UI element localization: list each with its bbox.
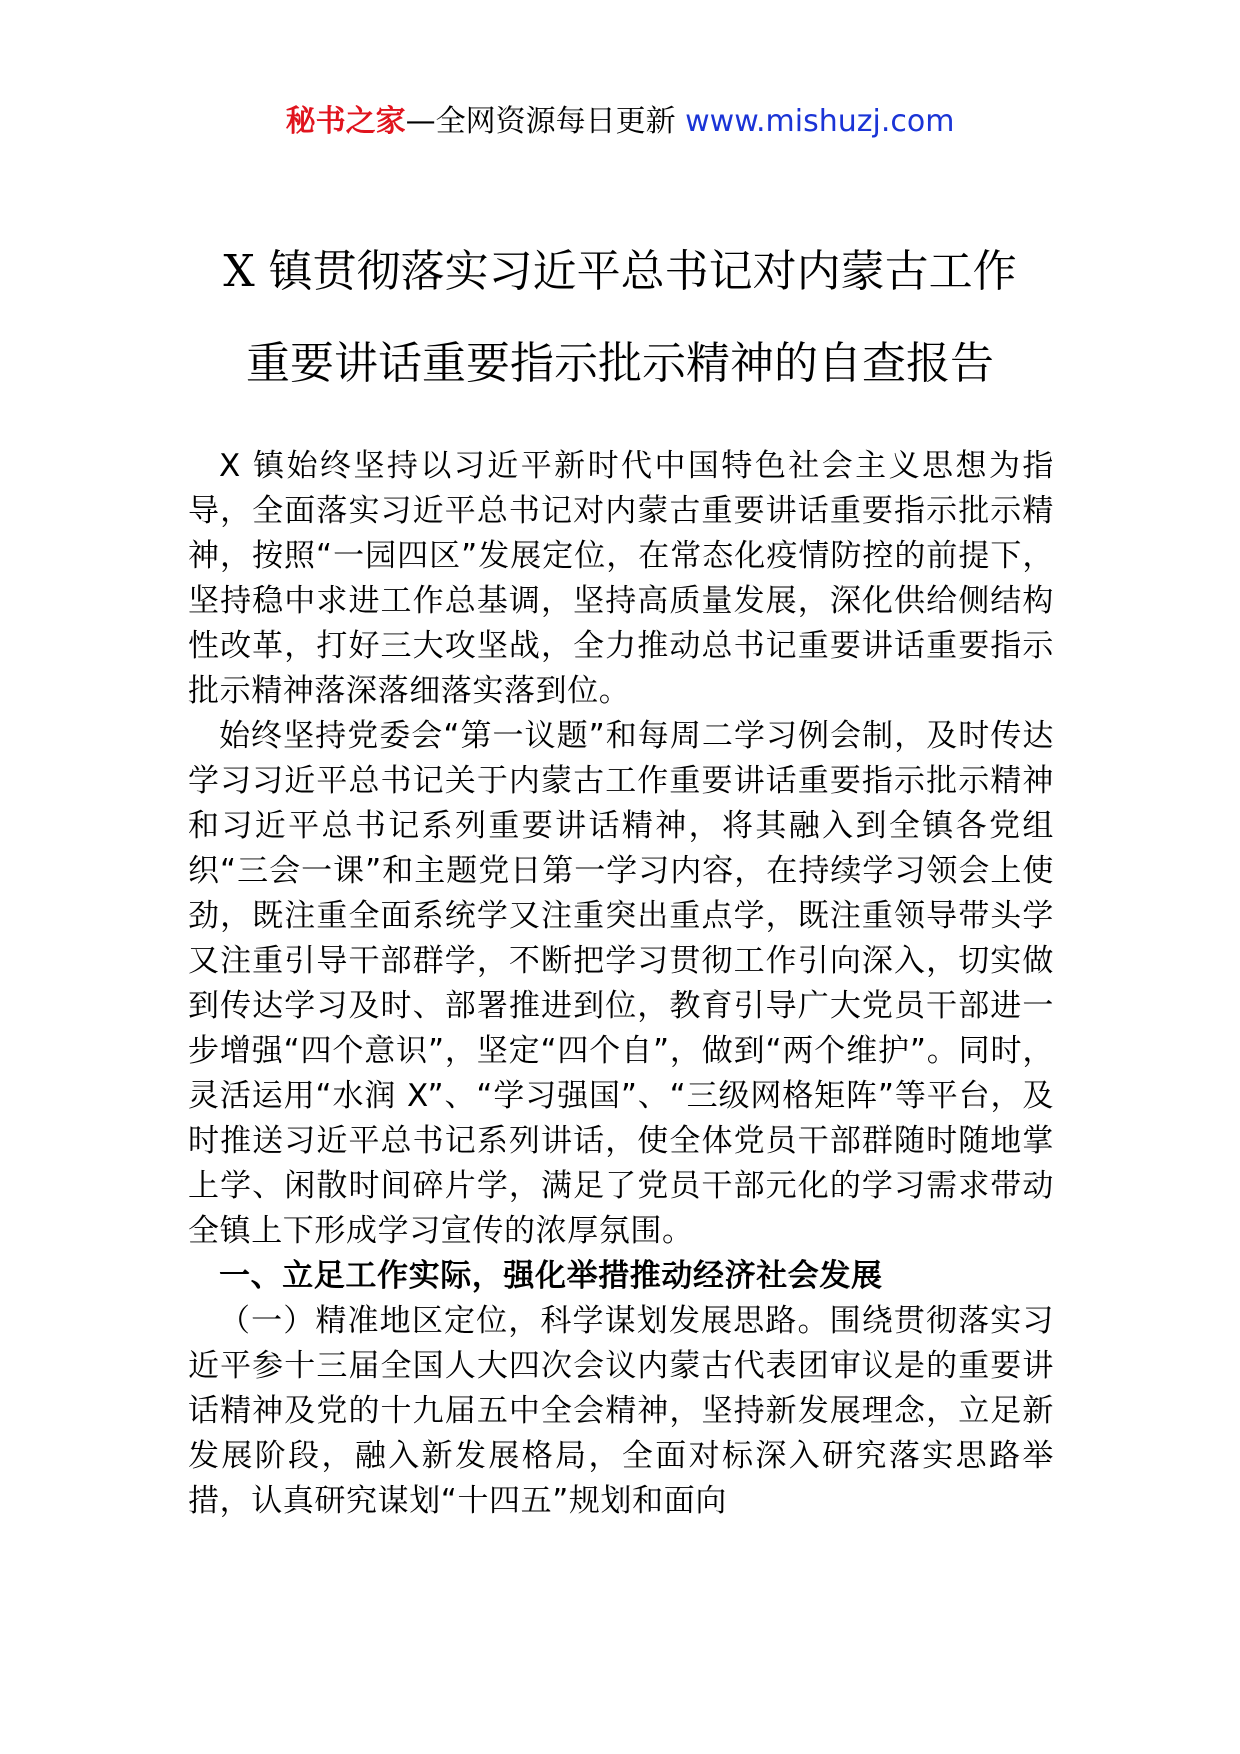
section-heading-1: 一、立足工作实际，强化举措推动经济社会发展 <box>219 1258 883 1294</box>
site-url-link[interactable]: www.mishuzj.com <box>685 104 955 139</box>
title-line-1: X 镇贯彻落实习近平总书记对内蒙古工作 <box>223 246 1017 297</box>
paragraph-intro: X 镇始终坚持以习近平新时代中国特色社会主义思想为指导，全面落实习近平总书记对内蒙古重要讲话重要指示批示精神，按照“一园四区”发展定位，在常态化疫情防控的前提下，坚持稳中求进工作总基调，坚持高质量发展，深化供给侧结构性改革，打好三大攻坚战，全力推动总书记重要讲话重要指示批示精神落深落细落实落到位。 <box>188 448 1054 709</box>
paragraph-subsection-1: （一）精准地区定位，科学谋划发展思路。围绕贯彻落实习近平参十三届全国人大四次会议内蒙古代表团审议是的重要讲话精神及党的十九届五中全会精神，坚持新发展理念，立足新发展阶段，融入新发展格局，全面对标深入研究落实思路举措，认真研究谋划“十四五”规划和面向 <box>188 1303 1054 1519</box>
paragraph-study: 始终坚持党委会“第一议题”和每周二学习例会制，及时传达学习习近平总书记关于内蒙古工作重要讲话重要指示批示精神和习近平总书记系列重要讲话精神，将其融入到全镇各党组织“三会一课”和主题党日第一学习内容，在持续学习领会上使劲，既注重全面系统学又注重突出重点学，既注重领导带头学又注重引导干部群学，不断把学习贯彻工作引向深入，切实做到传达学习及时、部署推进到位，教育引导广大党员干部进一步增强“四个意识”，坚定“四个自”，做到“两个维护”。同时，灵活运用“水润 X”、“学习强国”、“三级网格矩阵”等平台，及时推送习近平总书记系列讲话，使全体党员干部群随时随地掌上学、闲散时间碎片学，满足了党员干部元化的学习需求带动全镇上下形成学习宣传的浓厚氛围。 <box>188 718 1054 1249</box>
site-header <box>0 100 1240 144</box>
document-body <box>188 444 1054 1524</box>
site-brand: 秘书之家 <box>285 104 406 139</box>
title-line-2: 重要讲话重要指示批示精神的自查报告 <box>246 338 994 389</box>
document-title <box>0 226 1240 410</box>
site-slogan: —全网资源每日更新 <box>405 104 676 139</box>
